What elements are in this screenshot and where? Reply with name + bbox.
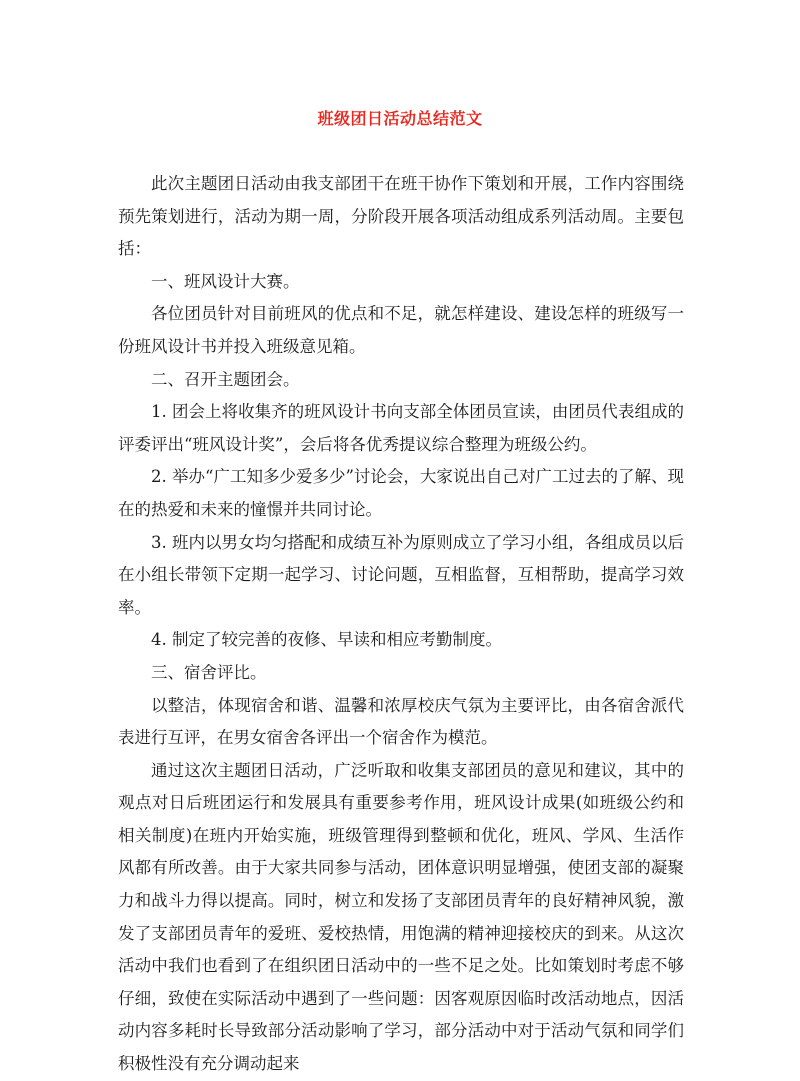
paragraph-intro: 此次主题团日活动由我支部团干在班干协作下策划和开展，工作内容围绕预先策划进行，活动为期一周，分阶段开展各项活动组成系列活动周。主要包括： [118,174,684,259]
list-item-4: 4. 制定了较完善的夜修、早读和相应考勤制度。 [151,630,502,650]
section-heading-2: 二、召开主题团会。 [151,369,300,389]
list-item-1: 1. 团会上将收集齐的班风设计书向支部全体团员宣读，由团员代表组成的评委评出“班风设计奖”，会后将各优秀提议综合整理为班级公约。 [118,402,684,454]
paragraph-section-3: 以整洁，体现宿舍和谐、温馨和浓厚校庆气氛为主要评比，由各宿舍派代表进行互评，在男女宿舍各评出一个宿舍作为模范。 [118,695,684,748]
document-body [118,168,684,1081]
section-heading-1: 一、班风设计大赛。 [151,271,300,291]
list-item-3: 3. 班内以男女均匀搭配和成绩互补为原则成立了学习小组，各组成员以后在小组长带领下定期一起学习、讨论问题，互相监督，互相帮助，提高学习效率。 [118,532,684,617]
document-title: 班级团日活动总结范文 [317,109,483,128]
paragraph-section-1: 各位团员针对目前班风的优点和不足，就怎样建设、建设怎样的班级写一份班风设计书并投入班级意见箱。 [118,304,684,356]
section-heading-3: 三、宿舍评比。 [151,662,267,682]
list-item-2: 2. 举办“广工知多少爱多少”讨论会，大家说出自己对广工过去的了解、现在的热爱和未来的憧憬并共同讨论。 [118,467,684,519]
paragraph-summary: 通过这次主题团日活动，广泛听取和收集支部团员的意见和建议，其中的观点对日后班团运行和发展具有重要参考作用，班风设计成果(如班级公约和相关制度)在班内开始实施，班级管理得到整顿和优化，班风、学风、生活作风都有所改善。由于大家共同参与活动，团体意识明显增强，使团支部的凝聚力和战斗力得以提高。同时，树立和发扬了支部团员青年的良好精神风貌，激发了支部团员青年的爱班、爱校热情，用饱满的精神迎接校庆的到来。从这次活动中我们也看到了在组织团日活动中的一些不足之处。比如策划时考虑不够仔细，致使在实际活动中遇到了一些问题：因客观原因临时改活动地点，因活动内容多耗时长导致部分活动影响了学习，部分活动中对于活动气氛和同学们积极性没有充分调动起来 [118,760,684,1074]
